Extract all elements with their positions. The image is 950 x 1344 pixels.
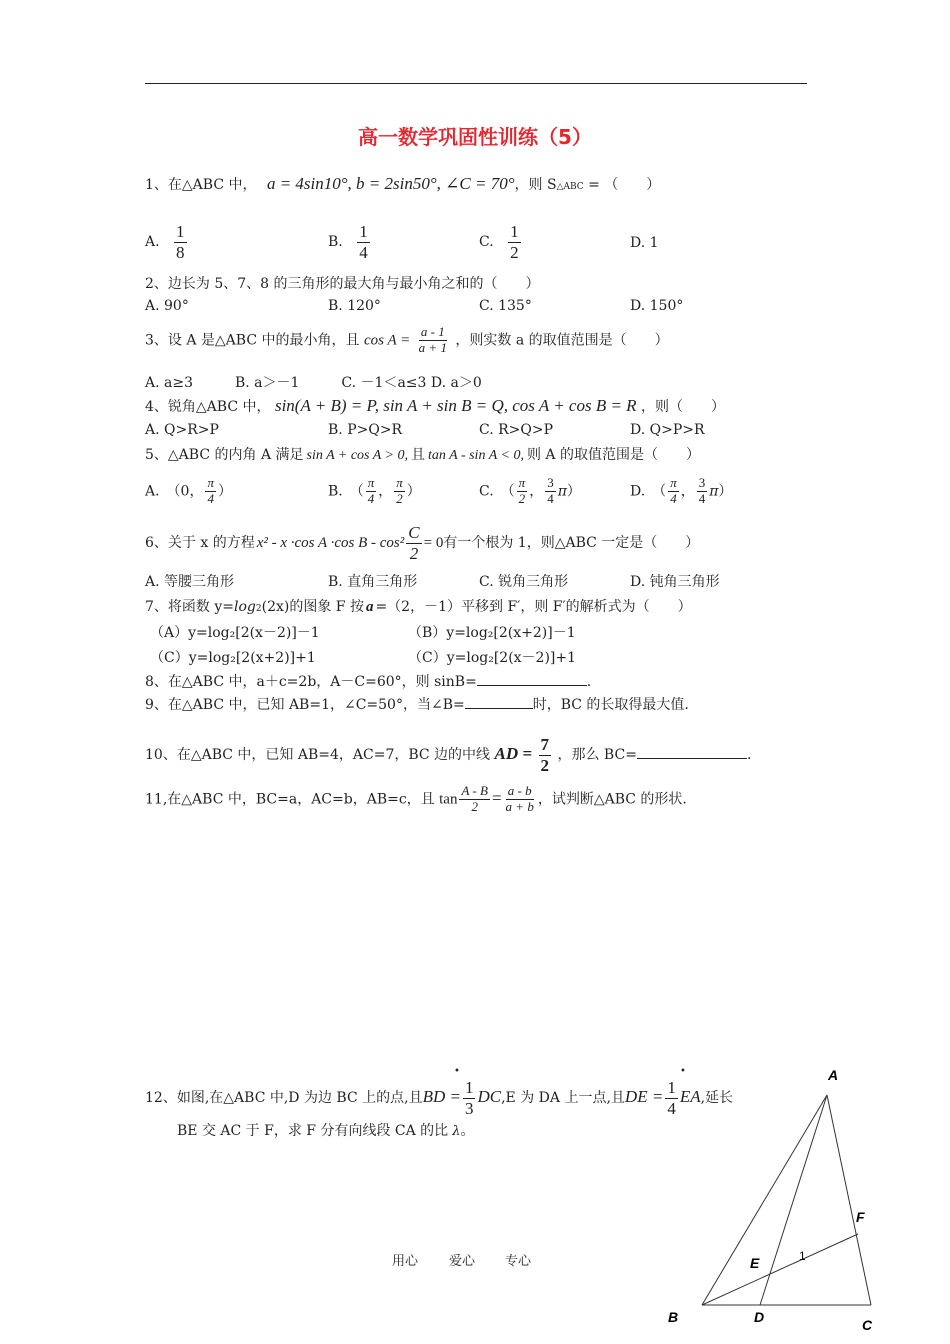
label-e: E xyxy=(750,1255,760,1271)
answer-blank xyxy=(637,758,747,759)
question-7-option-a: （A）y=log₂[2(x－2)]－1 xyxy=(150,625,320,641)
question-2-option-d: D. 150° xyxy=(630,298,684,314)
question-7-option-b: （B）y=log₂[2(x+2)]－1 xyxy=(408,625,576,641)
footer-aixin: 爱心 xyxy=(449,1254,476,1269)
question-2-option-c: C. 135° xyxy=(479,298,532,314)
question-8: 8、在△ABC 中，a＋c=2b，A－C=60°，则 sinB= . xyxy=(145,674,592,690)
question-5: 5、△ABC 的内角 A 满足 sin A + cos A > 0, 且 tan A - sin A < 0, 则 A 的取值范围是（ ） xyxy=(145,447,700,463)
question-6-option-c: C. 锐角三角形 xyxy=(479,574,569,590)
question-4-option-b: B. P>Q>R xyxy=(328,422,403,438)
question-7: 7、将函数 y=log2(2x)的图象 F 按 a =（2，－1）平移到 F′，则 F′的解析式为（ ） xyxy=(145,599,692,615)
label-c: C xyxy=(862,1317,873,1333)
label-d: D xyxy=(754,1309,765,1325)
answer-blank xyxy=(465,708,533,709)
question-1-option-d: D. 1 xyxy=(630,235,659,251)
question-1: 1、在△ABC 中， a = 4sin10°, b = 2sin50°, ∠C = 70°，则 S△ABC = （ ） xyxy=(145,174,661,193)
question-5-option-d: D. （ $\frac{\pi}{4}$ ， $\frac{3}{4}$ π） xyxy=(630,475,733,506)
question-6-option-b: B. 直角三角形 xyxy=(328,574,418,590)
label-b: B xyxy=(668,1309,679,1325)
question-6-option-a: A. 等腰三角形 xyxy=(145,574,235,590)
question-5-option-c: C. （ $\frac{\pi}{2}$ ， $\frac{3}{4}$ π） xyxy=(479,475,581,506)
question-2-option-a: A. 90° xyxy=(145,298,189,314)
question-4-option-a: A. Q>R>P xyxy=(145,422,219,438)
label-a: A xyxy=(828,1067,839,1083)
question-12-line-2: BE 交 AC 于 F，求 F 分有向线段 CA 的比 λ。 xyxy=(177,1123,475,1139)
footer-zhuanxin: 专心 xyxy=(505,1254,532,1269)
question-6: 6、关于 x 的方程 x² - x ·cos A ·cos B - cos² $\frac{C}{2}$ = 0有一个根为 1，则△ABC 一定是（ ） xyxy=(145,523,700,563)
question-5-option-a: A. （0， $\frac{\pi}{4}$ ） xyxy=(145,475,232,506)
question-7-option-c: （C）y=log₂[2(x+2)]+1 xyxy=(150,650,316,666)
answer-blank xyxy=(477,685,587,686)
question-1-option-b: B. $\frac{1}{4}$ xyxy=(328,222,368,262)
question-10: 10、在△ABC 中，已知 AB=4，AC=7，BC 边的中线 AD = $\frac{7}{2}$ ，那么 BC= . xyxy=(145,735,752,775)
question-5-option-b: B. （ $\frac{\pi}{4}$ ， $\frac{\pi}{2}$ ） xyxy=(328,475,421,506)
question-1-option-a: A. $\frac{1}{8}$ xyxy=(145,222,185,262)
vector-dot: • xyxy=(454,1066,460,1077)
question-1-option-c: C. $\frac{1}{2}$ xyxy=(479,222,519,262)
question-3-options: A. a≥3 B. a＞－1 C. －1＜a≤3 D. a＞0 xyxy=(145,375,482,391)
triangle-figure xyxy=(660,1060,890,1344)
question-6-option-d: D. 钝角三角形 xyxy=(630,574,720,590)
question-12: 12、如图,在△ABC 中,D 为边 BC 上的点,且BD = $\frac{1}{3}$ DC,E 为 DA 上一点,且DE = $\frac{1}{4}$ EA,延长 xyxy=(145,1078,734,1118)
side-ab xyxy=(702,1095,827,1305)
vector-dot: • xyxy=(680,1066,686,1077)
page-title: 高一数学巩固性训练（5） xyxy=(358,125,592,149)
question-2-option-b: B. 120° xyxy=(328,298,381,314)
question-2: 2、边长为 5、7、8 的三角形的最大角与最小角之和的（ ） xyxy=(145,276,540,292)
question-4-option-c: C. R>Q>P xyxy=(479,422,554,438)
question-7-option-d: （C）y=log₂[2(x－2)]+1 xyxy=(408,650,577,666)
question-4: 4、锐角△ABC 中， sin(A + B) = P, sin A + sin B = Q, cos A + cos B = R ，则（ ） xyxy=(145,396,726,415)
label-f: F xyxy=(856,1209,865,1225)
footer-yongxin: 用心 xyxy=(392,1254,419,1269)
question-4-option-d: D. Q>P>R xyxy=(630,422,705,438)
header-rule xyxy=(145,83,807,84)
question-11: 11,在△ABC 中，BC=a，AC=b，AB=c，且 tan $\frac{A - B}{2}$ = $\frac{a - b}{a + b}$ ，试判断△ABC 的形状. xyxy=(145,783,687,814)
side-ac xyxy=(827,1095,871,1305)
segment-bf xyxy=(702,1234,858,1305)
label-one: 1 xyxy=(799,1249,806,1263)
question-3: 3、设 A 是△ABC 中的最小角，且 cos A = $\frac{a - 1}{a + 1}$ ，则实数 a 的取值范围是（ ） xyxy=(145,324,669,355)
question-9: 9、在△ABC 中，已知 AB=1，∠C=50°，当∠B= 时，BC 的长取得最大值. xyxy=(145,697,689,713)
